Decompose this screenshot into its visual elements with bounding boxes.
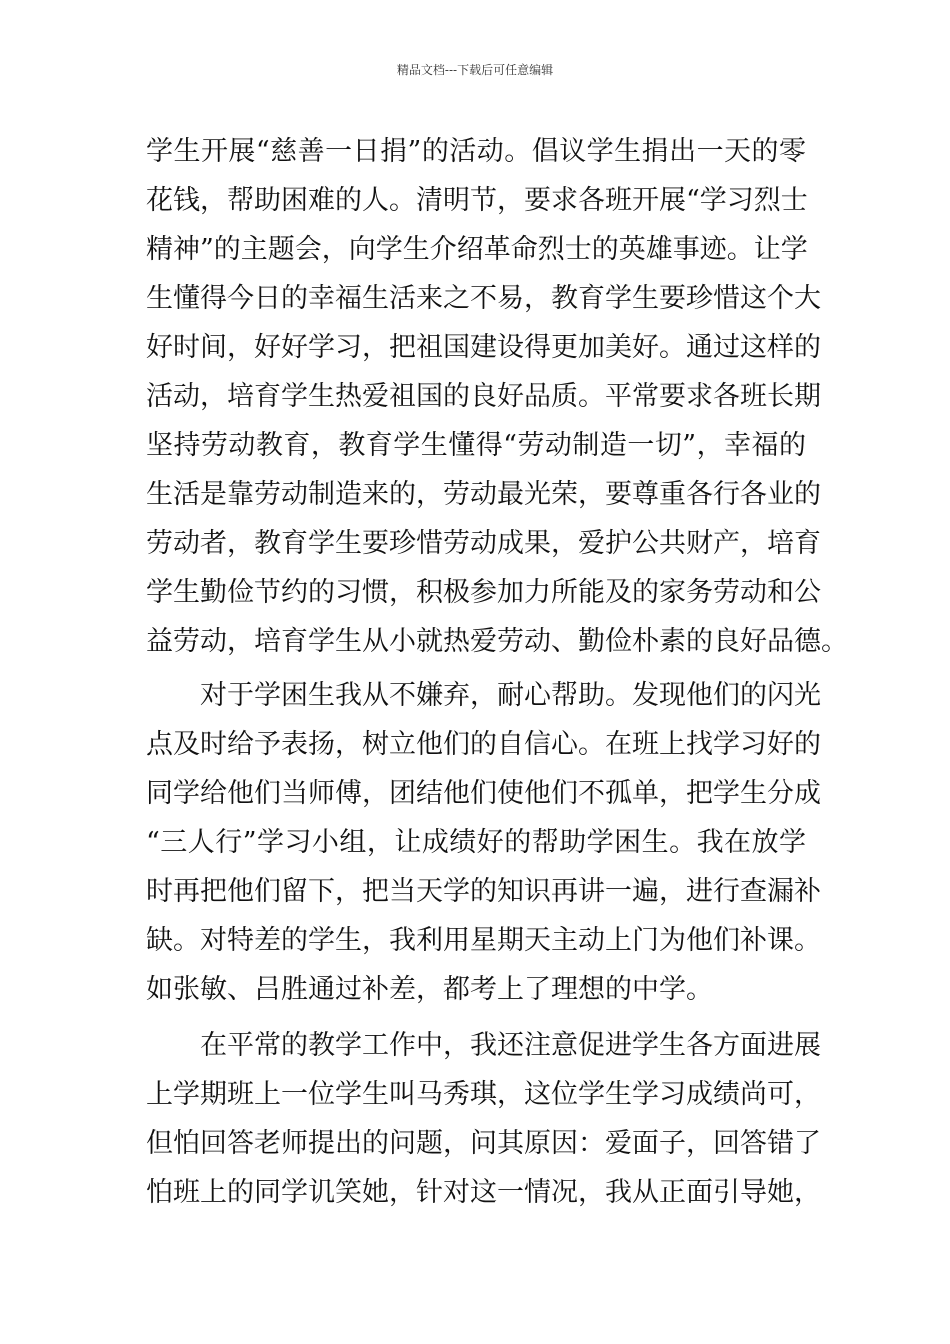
text-line: “三人行”学习小组，让成绩好的帮助学困生。我在放学 bbox=[146, 827, 806, 858]
text-line: 点及时给予表扬，树立他们的自信心。在班上找学习好的 bbox=[146, 729, 821, 760]
text-line: 怕班上的同学讥笑她，针对这一情况，我从正面引导她， bbox=[146, 1177, 821, 1208]
text-line: 坚持劳动教育，教育学生懂得“劳动制造一切”，幸福的 bbox=[146, 430, 806, 461]
text-line: 好时间，好好学习，把祖国建设得更加美好。通过这样的 bbox=[146, 332, 821, 363]
text-line: 上学期班上一位学生叫马秀琪，这位学生学习成绩尚可， bbox=[146, 1079, 821, 1110]
text-line: 学生勤俭节约的习惯，积极参加力所能及的家务劳动和公 bbox=[146, 577, 821, 608]
text-line: 生活是靠劳动制造来的，劳动最光荣，要尊重各行各业的 bbox=[146, 479, 821, 510]
text-line: 缺。对特差的学生，我利用星期天主动上门为他们补课。 bbox=[146, 925, 821, 956]
text-line: 活动，培育学生热爱祖国的良好品质。平常要求各班长期 bbox=[146, 381, 821, 412]
text-line: 学生开展“慈善一日捐”的活动。倡议学生捐出一天的零 bbox=[146, 136, 806, 167]
text-line: 劳动者，教育学生要珍惜劳动成果，爱护公共财产，培育 bbox=[146, 528, 821, 559]
text-line: 精神”的主题会，向学生介绍革命烈士的英雄事迹。让学 bbox=[146, 234, 808, 265]
text-line: 时再把他们留下，把当天学的知识再讲一遍，进行查漏补 bbox=[146, 876, 821, 907]
text-line: 如张敏、吕胜通过补差，都考上了理想的中学。 bbox=[146, 974, 713, 1005]
text-line: 同学给他们当师傅，团结他们使他们不孤单，把学生分成 bbox=[146, 778, 821, 809]
text-line: 花钱，帮助困难的人。清明节，要求各班开展“学习烈士 bbox=[146, 185, 808, 216]
paragraph-first-line: 在平常的教学工作中，我还注意促进学生各方面进展 bbox=[200, 1030, 821, 1061]
text-line: 益劳动，培育学生从小就热爱劳动、勤俭朴素的良好品德。 bbox=[146, 626, 848, 657]
text-line: 但怕回答老师提出的问题，问其原因：爱面子，回答错了 bbox=[146, 1128, 821, 1159]
text-line: 生懂得今日的幸福生活来之不易，教育学生要珍惜这个大 bbox=[146, 283, 821, 314]
paragraph-first-line: 对于学困生我从不嫌弃，耐心帮助。发现他们的闪光 bbox=[200, 680, 821, 711]
page-header: 精品文档---下载后可任意编辑 bbox=[396, 63, 554, 77]
